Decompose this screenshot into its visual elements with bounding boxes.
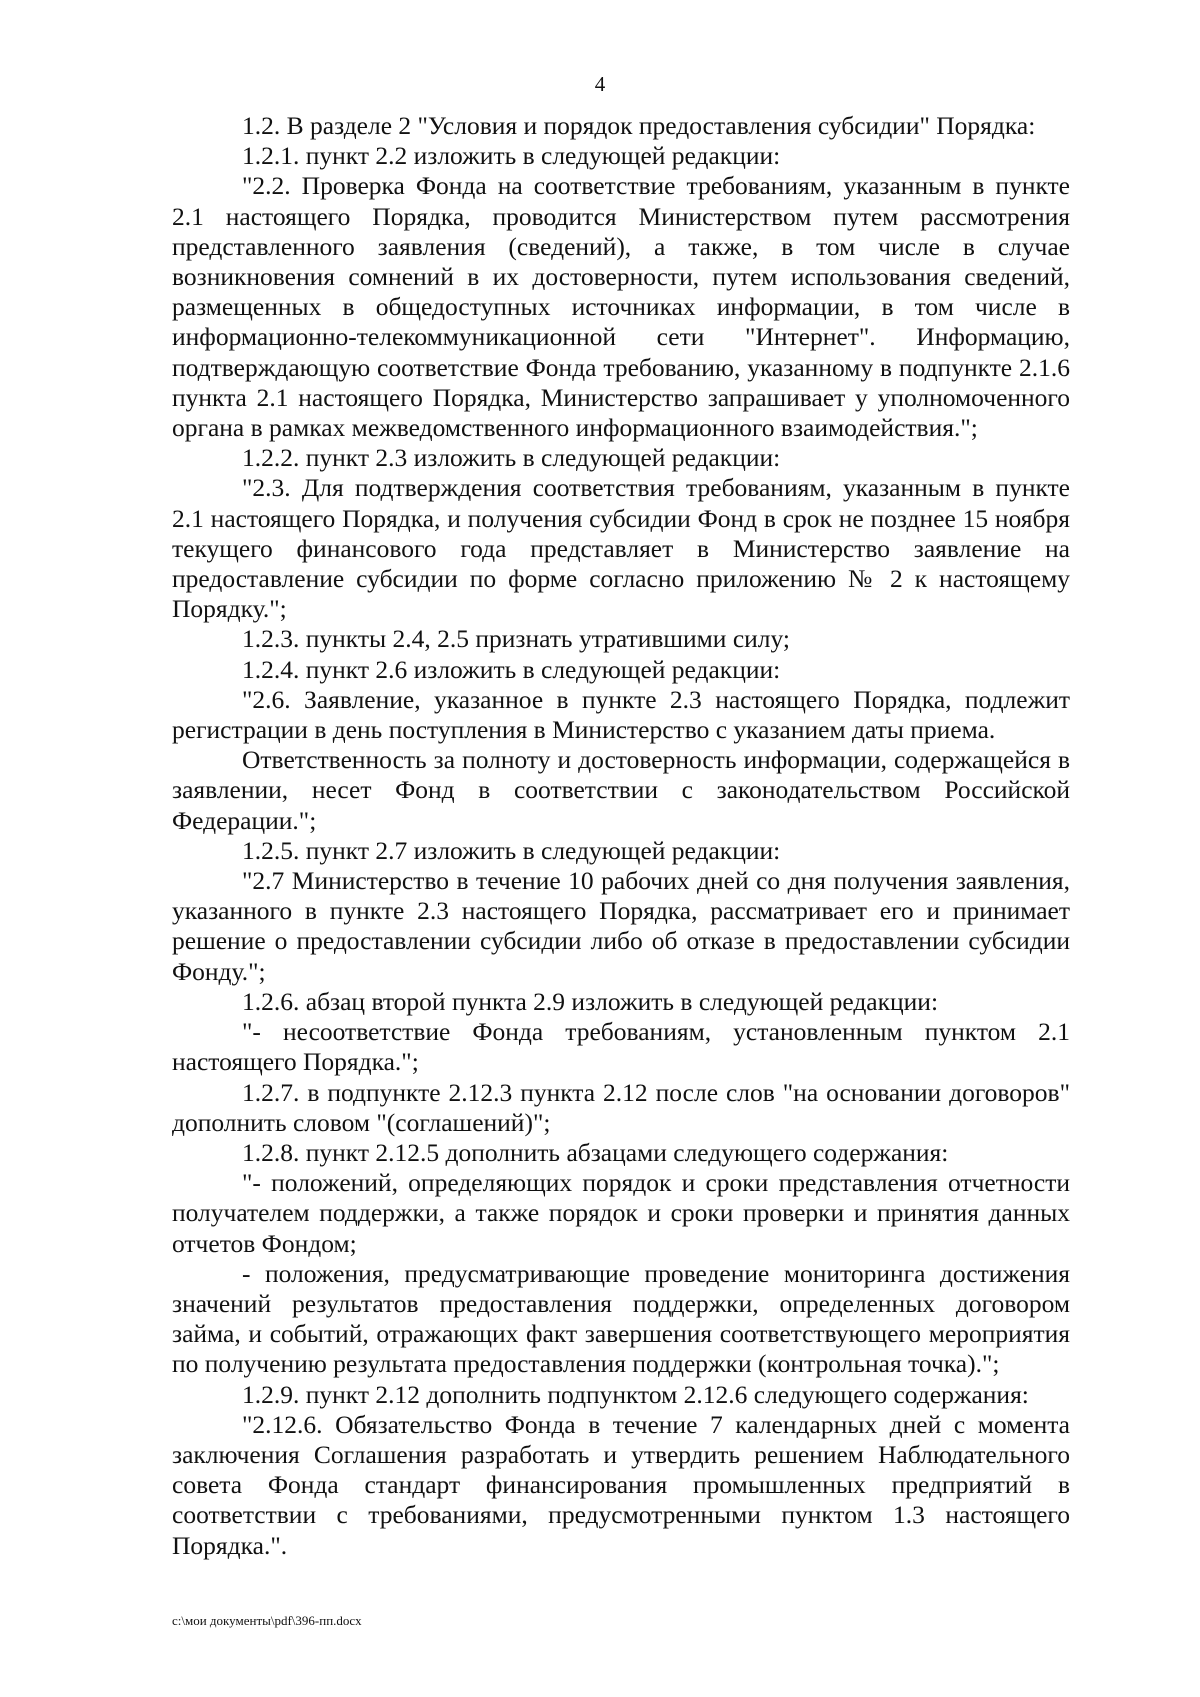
document-body (172, 111, 1070, 1561)
paragraph: "2.7 Министерство в течение 10 рабочих дней со дня получения заявления, указанного в пункте 2.3 настоящего Порядка, рассматривает его и принимает решение о предоставлении субсидии либо об отказе в предоставлении субсидии Фонду."; (172, 866, 1070, 986)
file-path-footer: c:\мои документы\pdf\396-пп.docx (172, 1613, 362, 1628)
paragraph: 1.2.9. пункт 2.12 дополнить подпунктом 2.12.6 следующего содержания: (242, 1379, 1029, 1409)
paragraph: "2.6. Заявление, указанное в пункте 2.3 настоящего Порядка, подлежит регистрации в день поступления в Министерство с указанием даты приема. (172, 684, 1070, 745)
paragraph: 1.2. В разделе 2 "Условия и порядок предоставления субсидии" Порядка: (242, 111, 1036, 140)
paragraph: "2.2. Проверка Фонда на соответствие требованиям, указанным в пункте 2.1 настоящего Порядка, проводится Министерством путем рассмотрения представленного заявления (сведений), а также, в том числе в случае возникновения сомнений в их достоверности, путем использования сведений, размещенных в общедоступных источниках информации, в том числе в информационно-телекоммуникационной сети "Интернет". Информацию, подтверждающую соответствие Фонда требованию, указанному в подпункте 2.1.6 пункта 2.1 настоящего Порядка, Министерство запрашивает у уполномоченного органа в рамках межведомственного информационного взаимодействия."; (172, 171, 1070, 443)
paragraph: 1.2.1. пункт 2.2 изложить в следующей редакции: (242, 141, 781, 171)
paragraph: 1.2.8. пункт 2.12.5 дополнить абзацами следующего содержания: (242, 1137, 949, 1167)
paragraph: 1.2.2. пункт 2.3 изложить в следующей редакции: (242, 443, 781, 473)
paragraph: "- положений, определяющих порядок и сроки представления отчетности получателем поддержки, а также порядок и сроки проверки и принятия данных отчетов Фондом; (172, 1168, 1070, 1258)
paragraph: 1.2.5. пункт 2.7 изложить в следующей редакции: (242, 835, 781, 865)
paragraph: "2.3. Для подтверждения соответствия требованиям, указанным в пункте 2.1 настоящего Порядка, и получения субсидии Фонд в срок не позднее 15 ноября текущего финансового года представляет в Министерство заявление на предоставление субсидии по форме согласно приложению № 2 к настоящему Порядку."; (172, 473, 1070, 624)
paragraph: Ответственность за полноту и достоверность информации, содержащейся в заявлении, несет Фонд в соответствии с законодательством Российской Федерации."; (172, 745, 1070, 835)
paragraph: "2.12.6. Обязательство Фонда в течение 7 календарных дней с момента заключения Соглашения разработать и утвердить решением Наблюдательного совета Фонда стандарт финансирования промышленных предприятий в соответствии с требованиями, предусмотренными пунктом 1.3 настоящего Порядка.". (172, 1409, 1070, 1560)
paragraph: "- несоответствие Фонда требованиям, установленным пунктом 2.1 настоящего Порядка."; (172, 1017, 1070, 1077)
page-number: 4 (594, 72, 606, 96)
paragraph: 1.2.7. в подпункте 2.12.3 пункта 2.12 после слов "на основании договоров" дополнить словом "(соглашений)"; (172, 1077, 1070, 1137)
paragraph: 1.2.3. пункты 2.4, 2.5 признать утратившими силу; (242, 624, 791, 654)
paragraph: 1.2.6. абзац второй пункта 2.9 изложить в следующей редакции: (242, 986, 939, 1016)
paragraph: - положения, предусматривающие проведение мониторинга достижения значений результатов предоставления поддержки, определенных договором займа, и событий, отражающих факт завершения соответствующего мероприятия по получению результата предоставления поддержки (контрольная точка)."; (172, 1258, 1070, 1379)
paragraph: 1.2.4. пункт 2.6 изложить в следующей редакции: (242, 654, 781, 684)
